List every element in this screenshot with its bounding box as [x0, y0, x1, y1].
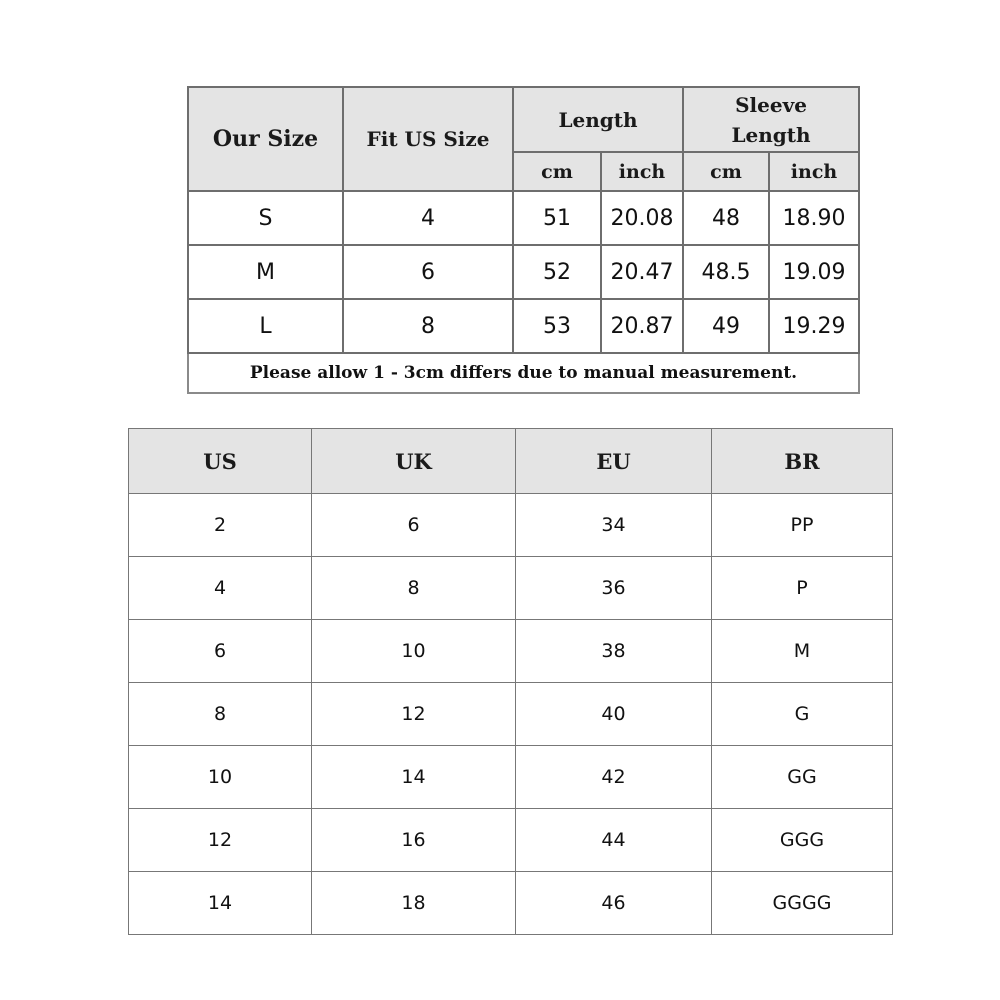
eu-cell: 38 [516, 620, 712, 683]
sleeve-cm-header: cm [683, 152, 769, 191]
us-cell: 14 [129, 872, 312, 935]
us-cell: 6 [129, 620, 312, 683]
size-row-m [188, 245, 859, 299]
length-inch-cell: 20.08 [601, 191, 683, 245]
uk-cell: 12 [312, 683, 516, 746]
br-cell: GGGG [712, 872, 893, 935]
uk-cell: 10 [312, 620, 516, 683]
table-row [129, 872, 893, 935]
size-table-header-row [188, 87, 859, 152]
us-header: US [129, 429, 312, 494]
sleeve-length-header-line1: Sleeve [735, 92, 807, 117]
table-row [129, 809, 893, 872]
table-row [129, 683, 893, 746]
uk-cell: 14 [312, 746, 516, 809]
br-cell: GGG [712, 809, 893, 872]
eu-cell: 42 [516, 746, 712, 809]
uk-cell: 8 [312, 557, 516, 620]
us-cell: 8 [129, 683, 312, 746]
our-size-header: Our Size [188, 87, 343, 191]
eu-cell: 40 [516, 683, 712, 746]
fit-us-size-header: Fit US Size [343, 87, 513, 191]
conversion-header-row [129, 429, 893, 494]
length-cm-header: cm [513, 152, 601, 191]
fit-us-cell: 8 [343, 299, 513, 353]
our-size-cell: L [188, 299, 343, 353]
br-cell: P [712, 557, 893, 620]
sleeve-cm-cell: 49 [683, 299, 769, 353]
sleeve-inch-cell: 18.90 [769, 191, 859, 245]
eu-cell: 34 [516, 494, 712, 557]
uk-cell: 16 [312, 809, 516, 872]
sleeve-inch-header: inch [769, 152, 859, 191]
eu-header: EU [516, 429, 712, 494]
sleeve-length-header-line2: Length [731, 122, 811, 147]
sleeve-inch-cell: 19.29 [769, 299, 859, 353]
eu-cell: 36 [516, 557, 712, 620]
eu-cell: 44 [516, 809, 712, 872]
br-header: BR [712, 429, 893, 494]
sleeve-inch-cell: 19.09 [769, 245, 859, 299]
uk-cell: 6 [312, 494, 516, 557]
fit-us-cell: 4 [343, 191, 513, 245]
eu-cell: 46 [516, 872, 712, 935]
our-size-cell: S [188, 191, 343, 245]
table-row [129, 746, 893, 809]
our-size-cell: M [188, 245, 343, 299]
uk-cell: 18 [312, 872, 516, 935]
sleeve-cm-cell: 48.5 [683, 245, 769, 299]
fit-us-cell: 6 [343, 245, 513, 299]
length-inch-cell: 20.87 [601, 299, 683, 353]
size-note-row [188, 353, 859, 393]
length-cm-cell: 53 [513, 299, 601, 353]
length-header: Length [513, 87, 683, 152]
length-cm-cell: 52 [513, 245, 601, 299]
br-cell: G [712, 683, 893, 746]
table-row [129, 557, 893, 620]
length-inch-header: inch [601, 152, 683, 191]
br-cell: PP [712, 494, 893, 557]
table-row [129, 494, 893, 557]
length-inch-cell: 20.47 [601, 245, 683, 299]
sleeve-length-header [683, 87, 859, 152]
br-cell: M [712, 620, 893, 683]
sleeve-cm-cell: 48 [683, 191, 769, 245]
length-cm-cell: 51 [513, 191, 601, 245]
br-cell: GG [712, 746, 893, 809]
uk-header: UK [312, 429, 516, 494]
size-row-l [188, 299, 859, 353]
us-cell: 2 [129, 494, 312, 557]
size-measurement-table [187, 86, 860, 394]
measurement-note: Please allow 1 - 3cm differs due to manual measurement. [188, 353, 859, 393]
us-cell: 4 [129, 557, 312, 620]
table-row [129, 620, 893, 683]
size-conversion-table [128, 428, 893, 935]
us-cell: 12 [129, 809, 312, 872]
us-cell: 10 [129, 746, 312, 809]
size-row-s [188, 191, 859, 245]
